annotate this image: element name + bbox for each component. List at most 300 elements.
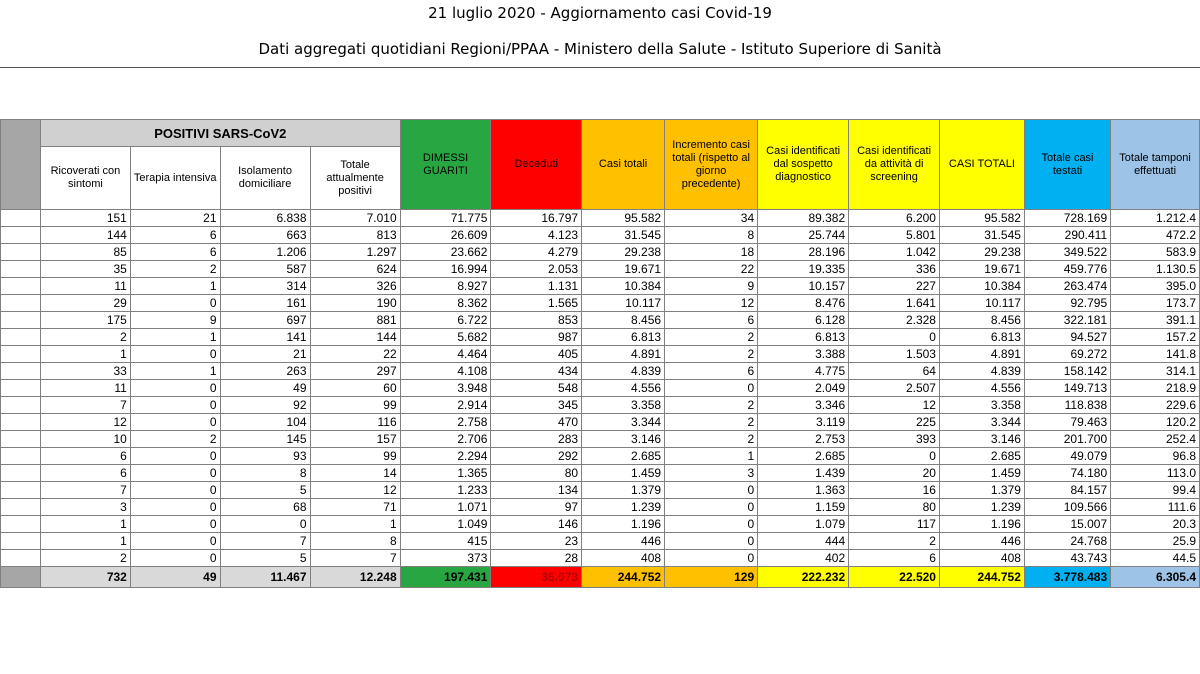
table-row xyxy=(1,516,1200,533)
region-cell xyxy=(1,244,41,261)
table-cell: 7 xyxy=(220,533,310,550)
table-cell: 16.797 xyxy=(491,210,582,227)
table-cell: 1.130.5 xyxy=(1111,261,1200,278)
table-cell: 33 xyxy=(41,363,131,380)
table-cell: 2.758 xyxy=(400,414,491,431)
table-row xyxy=(1,380,1200,397)
table-cell: 2.685 xyxy=(939,448,1024,465)
table-cell: 1.365 xyxy=(400,465,491,482)
table-cell: 2 xyxy=(41,329,131,346)
table-cell: 446 xyxy=(939,533,1024,550)
region-cell xyxy=(1,550,41,567)
table-cell: 263 xyxy=(220,363,310,380)
table-cell: 74.180 xyxy=(1024,465,1110,482)
table-cell: 71.775 xyxy=(400,210,491,227)
table-cell: 3.388 xyxy=(758,346,849,363)
table-cell: 145 xyxy=(220,431,310,448)
table-cell: 85 xyxy=(41,244,131,261)
table-cell: 1 xyxy=(665,448,758,465)
table-cell: 12 xyxy=(41,414,131,431)
table-row xyxy=(1,448,1200,465)
table-cell: 0 xyxy=(130,448,220,465)
table-cell: 3.119 xyxy=(758,414,849,431)
table-cell: 117 xyxy=(849,516,940,533)
table-cell: 10.157 xyxy=(758,278,849,295)
table-cell: 0 xyxy=(130,516,220,533)
table-cell: 3.778.483 xyxy=(1024,567,1110,588)
table-cell: 2 xyxy=(665,397,758,414)
table-cell: 80 xyxy=(849,499,940,516)
table-cell: 97 xyxy=(491,499,582,516)
col-header-dimessi-guariti: DIMESSI GUARITI xyxy=(400,120,491,210)
region-cell xyxy=(1,448,41,465)
table-cell: 8 xyxy=(310,533,400,550)
table-cell: 116 xyxy=(310,414,400,431)
table-cell: 663 xyxy=(220,227,310,244)
table-cell: 23.662 xyxy=(400,244,491,261)
table-cell: 1.363 xyxy=(758,482,849,499)
table-cell: 16.994 xyxy=(400,261,491,278)
table-row xyxy=(1,261,1200,278)
table-cell: 1.641 xyxy=(849,295,940,312)
table-cell: 34 xyxy=(665,210,758,227)
table-cell: 881 xyxy=(310,312,400,329)
table-cell: 0 xyxy=(849,448,940,465)
page-title: 21 luglio 2020 - Aggiornamento casi Covid-19 xyxy=(428,4,772,22)
table-cell: 2.328 xyxy=(849,312,940,329)
region-cell xyxy=(1,312,41,329)
table-row xyxy=(1,329,1200,346)
table-cell: 0 xyxy=(220,516,310,533)
table-cell: 395.0 xyxy=(1111,278,1200,295)
region-cell xyxy=(1,465,41,482)
table-cell: 4.839 xyxy=(939,363,1024,380)
table-cell: 44.5 xyxy=(1111,550,1200,567)
table-cell: 3.344 xyxy=(582,414,665,431)
table-cell: 0 xyxy=(130,499,220,516)
table-cell: 99.4 xyxy=(1111,482,1200,499)
table-cell: 1.049 xyxy=(400,516,491,533)
table-cell: 8 xyxy=(220,465,310,482)
table-cell: 6 xyxy=(130,227,220,244)
table-cell: 1.439 xyxy=(758,465,849,482)
col-header-incremento: Incremento casi totali (rispetto al giorno precedente) xyxy=(665,120,758,210)
table-cell: 175 xyxy=(41,312,131,329)
table-cell: 71 xyxy=(310,499,400,516)
table-cell: 0 xyxy=(849,329,940,346)
table-cell: 161 xyxy=(220,295,310,312)
table-row xyxy=(1,397,1200,414)
table-cell: 218.9 xyxy=(1111,380,1200,397)
table-cell: 0 xyxy=(665,482,758,499)
table-cell: 8.456 xyxy=(939,312,1024,329)
table-cell: 1.212.4 xyxy=(1111,210,1200,227)
table-cell: 2.049 xyxy=(758,380,849,397)
col-header-casi-testati: Totale casi testati xyxy=(1024,120,1110,210)
table-cell: 728.169 xyxy=(1024,210,1110,227)
table-cell: 244.752 xyxy=(582,567,665,588)
table-cell: 1.565 xyxy=(491,295,582,312)
table-cell: 0 xyxy=(130,550,220,567)
table-cell: 813 xyxy=(310,227,400,244)
table-cell: 19.671 xyxy=(582,261,665,278)
table-cell: 0 xyxy=(130,346,220,363)
table-cell: 2 xyxy=(665,414,758,431)
table-cell: 22 xyxy=(310,346,400,363)
table-cell: 149.713 xyxy=(1024,380,1110,397)
region-header-cell xyxy=(1,120,41,210)
table-cell: 0 xyxy=(665,516,758,533)
table-body xyxy=(1,210,1200,588)
table-cell: 1.131 xyxy=(491,278,582,295)
table-cell: 345 xyxy=(491,397,582,414)
table-cell: 1.159 xyxy=(758,499,849,516)
table-cell: 0 xyxy=(665,380,758,397)
col-header-ricoverati: Ricoverati con sintomi xyxy=(41,147,131,210)
table-cell: 92.795 xyxy=(1024,295,1110,312)
table-cell: 23 xyxy=(491,533,582,550)
col-header-screening: Casi identificati da attività di screening xyxy=(849,120,940,210)
table-row xyxy=(1,550,1200,567)
table-cell: 0 xyxy=(130,465,220,482)
table-cell: 408 xyxy=(939,550,1024,567)
region-cell xyxy=(1,346,41,363)
table-cell: 470 xyxy=(491,414,582,431)
table-cell: 6 xyxy=(41,465,131,482)
table-cell: 1.503 xyxy=(849,346,940,363)
table-cell: 283 xyxy=(491,431,582,448)
table-cell: 1.379 xyxy=(939,482,1024,499)
table-cell: 1.233 xyxy=(400,482,491,499)
table-cell: 6.813 xyxy=(582,329,665,346)
table-cell: 12 xyxy=(310,482,400,499)
table-cell: 222.232 xyxy=(758,567,849,588)
table-cell: 35 xyxy=(41,261,131,278)
table-cell: 6.128 xyxy=(758,312,849,329)
table-cell: 141 xyxy=(220,329,310,346)
table-cell: 2 xyxy=(665,431,758,448)
table-cell: 6 xyxy=(130,244,220,261)
table-cell: 5.801 xyxy=(849,227,940,244)
table-cell: 322.181 xyxy=(1024,312,1110,329)
table-cell: 12 xyxy=(665,295,758,312)
table-cell: 349.522 xyxy=(1024,244,1110,261)
table-cell: 157.2 xyxy=(1111,329,1200,346)
table-row xyxy=(1,295,1200,312)
table-cell: 373 xyxy=(400,550,491,567)
region-cell xyxy=(1,397,41,414)
table-cell: 92 xyxy=(220,397,310,414)
table-cell: 2 xyxy=(130,261,220,278)
table-cell: 14 xyxy=(310,465,400,482)
table-cell: 7.010 xyxy=(310,210,400,227)
table-cell: 4.839 xyxy=(582,363,665,380)
table-cell: 2.053 xyxy=(491,261,582,278)
table-cell: 11.467 xyxy=(220,567,310,588)
table-cell: 472.2 xyxy=(1111,227,1200,244)
table-cell: 4.891 xyxy=(582,346,665,363)
table-cell: 5.682 xyxy=(400,329,491,346)
table-cell: 60 xyxy=(310,380,400,397)
region-cell xyxy=(1,363,41,380)
table-cell: 1 xyxy=(41,533,131,550)
positivi-group-header: POSITIVI SARS-CoV2 xyxy=(41,120,401,147)
table-cell: 25.9 xyxy=(1111,533,1200,550)
table-cell: 4.775 xyxy=(758,363,849,380)
table-cell: 146 xyxy=(491,516,582,533)
table-cell: 1.297 xyxy=(310,244,400,261)
table-cell: 292 xyxy=(491,448,582,465)
region-cell xyxy=(1,431,41,448)
table-cell: 9 xyxy=(665,278,758,295)
table-cell: 434 xyxy=(491,363,582,380)
table-cell: 8.927 xyxy=(400,278,491,295)
table-cell: 9 xyxy=(130,312,220,329)
table-cell: 21 xyxy=(130,210,220,227)
table-cell: 0 xyxy=(130,533,220,550)
table-cell: 8.476 xyxy=(758,295,849,312)
table-cell: 29.238 xyxy=(582,244,665,261)
table-cell: 2.753 xyxy=(758,431,849,448)
table-cell: 697 xyxy=(220,312,310,329)
table-cell: 336 xyxy=(849,261,940,278)
table-cell: 28.196 xyxy=(758,244,849,261)
region-cell xyxy=(1,278,41,295)
table-cell: 35.073 xyxy=(491,567,582,588)
covid-data-table xyxy=(0,119,1200,588)
table-cell: 15.007 xyxy=(1024,516,1110,533)
table-cell: 2.294 xyxy=(400,448,491,465)
table-cell: 99 xyxy=(310,397,400,414)
col-header-tamponi: Totale tamponi effettuati xyxy=(1111,120,1200,210)
region-cell xyxy=(1,567,41,588)
table-cell: 69.272 xyxy=(1024,346,1110,363)
table-cell: 104 xyxy=(220,414,310,431)
table-cell: 8.362 xyxy=(400,295,491,312)
table-cell: 158.142 xyxy=(1024,363,1110,380)
table-row xyxy=(1,312,1200,329)
table-cell: 0 xyxy=(130,414,220,431)
region-cell xyxy=(1,499,41,516)
col-header-totale-positivi: Totale attualmente positivi xyxy=(310,147,400,210)
page-subtitle: Dati aggregati quotidiani Regioni/PPAA - Ministero della Salute - Istituto Superiore di Sanità xyxy=(258,40,942,58)
table-cell: 190 xyxy=(310,295,400,312)
table-cell: 1.239 xyxy=(582,499,665,516)
col-header-terapia-intensiva: Terapia intensiva xyxy=(130,147,220,210)
table-cell: 31.545 xyxy=(582,227,665,244)
table-row xyxy=(1,414,1200,431)
table-cell: 6 xyxy=(665,363,758,380)
table-cell: 0 xyxy=(130,482,220,499)
table-cell: 68 xyxy=(220,499,310,516)
col-header-isolamento: Isolamento domiciliare xyxy=(220,147,310,210)
table-cell: 0 xyxy=(665,533,758,550)
table-row xyxy=(1,278,1200,295)
table-cell: 0 xyxy=(665,550,758,567)
table-cell: 99 xyxy=(310,448,400,465)
table-cell: 0 xyxy=(130,380,220,397)
table-cell: 12.248 xyxy=(310,567,400,588)
table-cell: 3 xyxy=(41,499,131,516)
table-cell: 144 xyxy=(310,329,400,346)
table-cell: 290.411 xyxy=(1024,227,1110,244)
table-cell: 43.743 xyxy=(1024,550,1110,567)
table-cell: 1.459 xyxy=(939,465,1024,482)
table-cell: 11 xyxy=(41,380,131,397)
table-row xyxy=(1,363,1200,380)
table-cell: 6.813 xyxy=(939,329,1024,346)
table-cell: 201.700 xyxy=(1024,431,1110,448)
table-cell: 4.556 xyxy=(939,380,1024,397)
table-cell: 28 xyxy=(491,550,582,567)
table-cell: 1 xyxy=(310,516,400,533)
table-cell: 10.384 xyxy=(939,278,1024,295)
table-row xyxy=(1,482,1200,499)
region-cell xyxy=(1,295,41,312)
table-cell: 6 xyxy=(849,550,940,567)
region-cell xyxy=(1,261,41,278)
table-cell: 405 xyxy=(491,346,582,363)
table-cell: 5 xyxy=(220,482,310,499)
table-cell: 3.344 xyxy=(939,414,1024,431)
table-cell: 2.685 xyxy=(582,448,665,465)
table-cell: 624 xyxy=(310,261,400,278)
table-cell: 314 xyxy=(220,278,310,295)
table-cell: 2.706 xyxy=(400,431,491,448)
table-cell: 11 xyxy=(41,278,131,295)
table-cell: 1 xyxy=(130,363,220,380)
table-cell: 1.379 xyxy=(582,482,665,499)
table-cell: 24.768 xyxy=(1024,533,1110,550)
table-cell: 22.520 xyxy=(849,567,940,588)
table-cell: 393 xyxy=(849,431,940,448)
region-cell xyxy=(1,482,41,499)
table-cell: 6.722 xyxy=(400,312,491,329)
table-cell: 95.582 xyxy=(582,210,665,227)
table-cell: 89.382 xyxy=(758,210,849,227)
table-cell: 4.556 xyxy=(582,380,665,397)
table-cell: 118.838 xyxy=(1024,397,1110,414)
table-cell: 987 xyxy=(491,329,582,346)
table-cell: 1.042 xyxy=(849,244,940,261)
table-cell: 444 xyxy=(758,533,849,550)
table-cell: 96.8 xyxy=(1111,448,1200,465)
table-row xyxy=(1,244,1200,261)
table-cell: 29.238 xyxy=(939,244,1024,261)
totals-row xyxy=(1,567,1200,588)
table-cell: 225 xyxy=(849,414,940,431)
table-cell: 49 xyxy=(220,380,310,397)
table-cell: 129 xyxy=(665,567,758,588)
table-cell: 1.239 xyxy=(939,499,1024,516)
col-header-deceduti: Deceduti xyxy=(491,120,582,210)
table-cell: 84.157 xyxy=(1024,482,1110,499)
table-cell: 227 xyxy=(849,278,940,295)
table-cell: 2.685 xyxy=(758,448,849,465)
table-cell: 0 xyxy=(130,397,220,414)
table-cell: 1.079 xyxy=(758,516,849,533)
table-cell: 7 xyxy=(310,550,400,567)
header-divider xyxy=(0,67,1200,68)
table-cell: 18 xyxy=(665,244,758,261)
table-cell: 6.305.4 xyxy=(1111,567,1200,588)
table-cell: 31.545 xyxy=(939,227,1024,244)
table-cell: 26.609 xyxy=(400,227,491,244)
table-cell: 3.948 xyxy=(400,380,491,397)
table-cell: 1 xyxy=(41,346,131,363)
table-cell: 2 xyxy=(849,533,940,550)
table-cell: 252.4 xyxy=(1111,431,1200,448)
table-cell: 244.752 xyxy=(939,567,1024,588)
table-row xyxy=(1,533,1200,550)
table-row xyxy=(1,499,1200,516)
table-cell: 853 xyxy=(491,312,582,329)
table-cell: 173.7 xyxy=(1111,295,1200,312)
table-cell: 1 xyxy=(130,278,220,295)
region-cell xyxy=(1,329,41,346)
table-cell: 197.431 xyxy=(400,567,491,588)
table-cell: 263.474 xyxy=(1024,278,1110,295)
table-cell: 2 xyxy=(41,550,131,567)
region-cell xyxy=(1,516,41,533)
table-cell: 120.2 xyxy=(1111,414,1200,431)
table-cell: 10.117 xyxy=(582,295,665,312)
table-cell: 7 xyxy=(41,397,131,414)
table-cell: 79.463 xyxy=(1024,414,1110,431)
region-cell xyxy=(1,210,41,227)
table-row xyxy=(1,227,1200,244)
table-cell: 1 xyxy=(130,329,220,346)
table-cell: 0 xyxy=(130,295,220,312)
table-cell: 21 xyxy=(220,346,310,363)
table-cell: 10 xyxy=(41,431,131,448)
table-row xyxy=(1,431,1200,448)
table-cell: 391.1 xyxy=(1111,312,1200,329)
table-cell: 1 xyxy=(41,516,131,533)
table-cell: 548 xyxy=(491,380,582,397)
table-cell: 3.358 xyxy=(939,397,1024,414)
table-cell: 4.123 xyxy=(491,227,582,244)
table-cell: 3.146 xyxy=(939,431,1024,448)
table-cell: 4.279 xyxy=(491,244,582,261)
table-cell: 16 xyxy=(849,482,940,499)
col-header-casi-totali-upper: CASI TOTALI xyxy=(939,120,1024,210)
table-cell: 29 xyxy=(41,295,131,312)
table-cell: 6 xyxy=(665,312,758,329)
table-cell: 10.117 xyxy=(939,295,1024,312)
table-cell: 583.9 xyxy=(1111,244,1200,261)
region-cell xyxy=(1,533,41,550)
table-cell: 1.071 xyxy=(400,499,491,516)
table-cell: 587 xyxy=(220,261,310,278)
table-cell: 93 xyxy=(220,448,310,465)
table-cell: 2.914 xyxy=(400,397,491,414)
table-cell: 109.566 xyxy=(1024,499,1110,516)
table-row xyxy=(1,346,1200,363)
table-cell: 229.6 xyxy=(1111,397,1200,414)
table-cell: 402 xyxy=(758,550,849,567)
table-cell: 6.813 xyxy=(758,329,849,346)
table-cell: 459.776 xyxy=(1024,261,1110,278)
table-cell: 20 xyxy=(849,465,940,482)
table-cell: 22 xyxy=(665,261,758,278)
table-cell: 1.196 xyxy=(582,516,665,533)
table-cell: 12 xyxy=(849,397,940,414)
region-cell xyxy=(1,227,41,244)
table-cell: 134 xyxy=(491,482,582,499)
table-row xyxy=(1,465,1200,482)
table-cell: 10.384 xyxy=(582,278,665,295)
